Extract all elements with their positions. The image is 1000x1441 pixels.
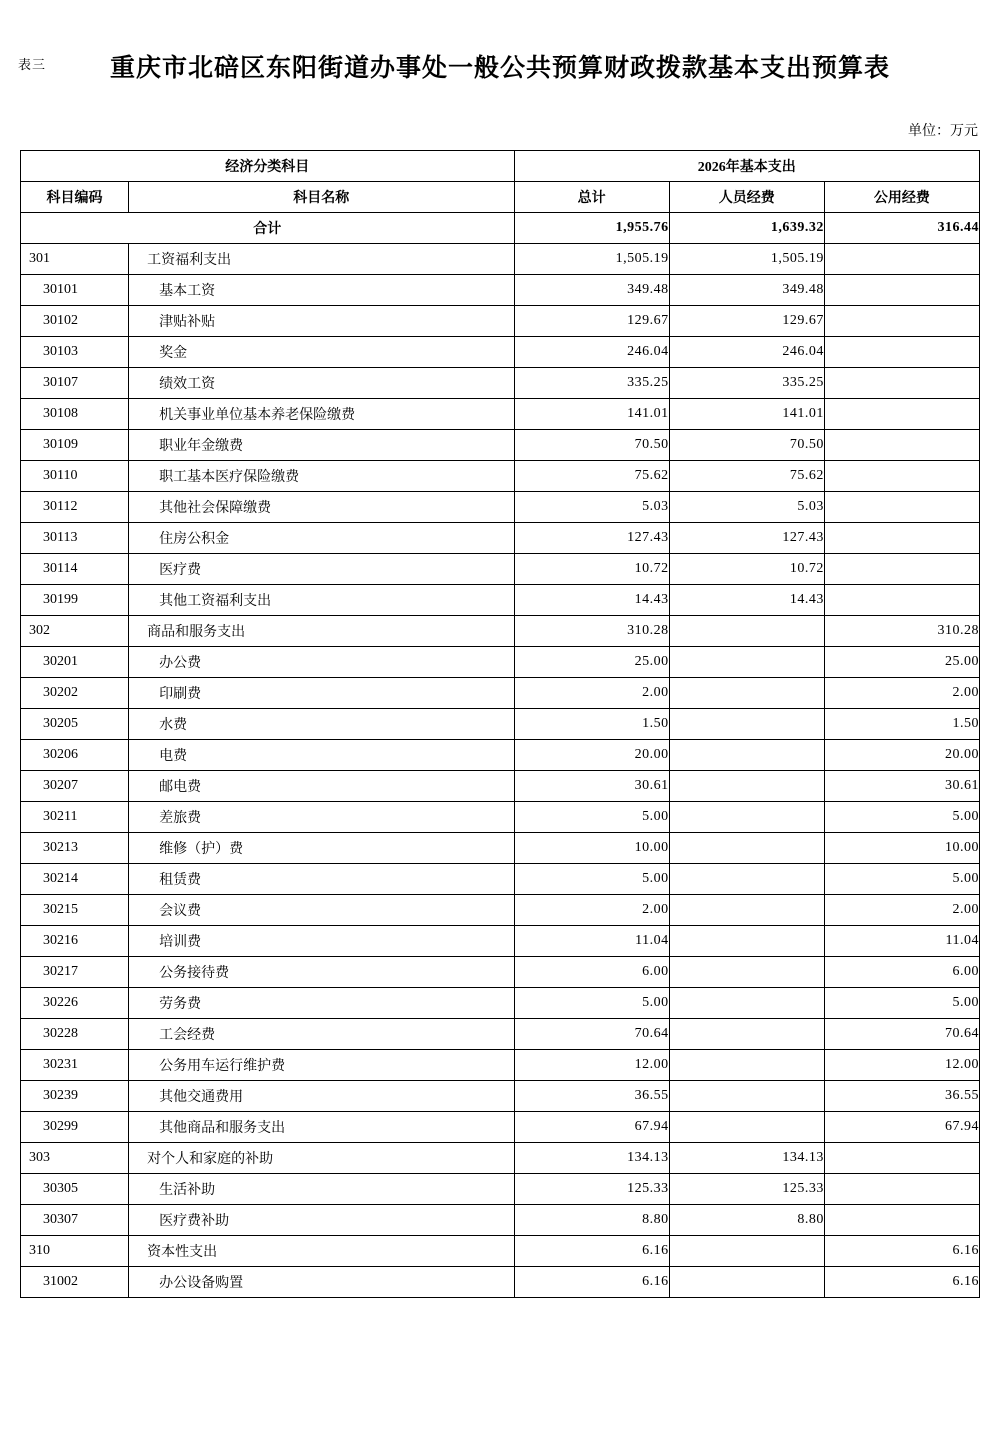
cell-total: 141.01 <box>514 399 669 430</box>
cell-personnel <box>669 616 824 647</box>
cell-code: 30113 <box>21 523 129 554</box>
cell-personnel <box>669 864 824 895</box>
cell-public <box>824 399 979 430</box>
cell-total: 12.00 <box>514 1050 669 1081</box>
cell-name: 劳务费 <box>129 988 514 1019</box>
cell-total: 134.13 <box>514 1143 669 1174</box>
table-row <box>21 1267 980 1298</box>
table-row <box>21 368 980 399</box>
table-row <box>21 802 980 833</box>
cell-public: 6.16 <box>824 1236 979 1267</box>
cell-public <box>824 523 979 554</box>
cell-total: 6.16 <box>514 1267 669 1298</box>
cell-code: 30206 <box>21 740 129 771</box>
cell-total: 36.55 <box>514 1081 669 1112</box>
table-row <box>21 554 980 585</box>
table-row <box>21 1019 980 1050</box>
cell-personnel: 335.25 <box>669 368 824 399</box>
table-row <box>21 492 980 523</box>
table-row <box>21 399 980 430</box>
cell-personnel <box>669 1267 824 1298</box>
cell-total: 20.00 <box>514 740 669 771</box>
cell-name: 工会经费 <box>129 1019 514 1050</box>
cell-name: 住房公积金 <box>129 523 514 554</box>
cell-name: 差旅费 <box>129 802 514 833</box>
table-row <box>21 957 980 988</box>
cell-public <box>824 1205 979 1236</box>
cell-public: 5.00 <box>824 864 979 895</box>
cell-personnel <box>669 926 824 957</box>
table-row <box>21 275 980 306</box>
cell-total: 14.43 <box>514 585 669 616</box>
cell-public <box>824 1174 979 1205</box>
cell-personnel <box>669 802 824 833</box>
cell-public: 20.00 <box>824 740 979 771</box>
cell-code: 30205 <box>21 709 129 740</box>
table-row <box>21 1236 980 1267</box>
cell-code: 30307 <box>21 1205 129 1236</box>
cell-personnel: 70.50 <box>669 430 824 461</box>
cell-code: 30110 <box>21 461 129 492</box>
cell-personnel: 141.01 <box>669 399 824 430</box>
cell-public <box>824 1143 979 1174</box>
cell-total: 10.00 <box>514 833 669 864</box>
cell-code: 31002 <box>21 1267 129 1298</box>
cell-public <box>824 275 979 306</box>
cell-name: 维修（护）费 <box>129 833 514 864</box>
cell-public: 310.28 <box>824 616 979 647</box>
cell-public: 70.64 <box>824 1019 979 1050</box>
column-header-total: 总计 <box>514 182 669 213</box>
cell-total: 10.72 <box>514 554 669 585</box>
table-row <box>21 864 980 895</box>
cell-name: 对个人和家庭的补助 <box>129 1143 514 1174</box>
column-header-public: 公用经费 <box>824 182 979 213</box>
cell-name: 办公设备购置 <box>129 1267 514 1298</box>
column-header-code: 科目编码 <box>21 182 129 213</box>
cell-public <box>824 554 979 585</box>
cell-total: 8.80 <box>514 1205 669 1236</box>
document-page <box>0 48 1000 1441</box>
table-row <box>21 988 980 1019</box>
cell-code: 30103 <box>21 337 129 368</box>
cell-total: 127.43 <box>514 523 669 554</box>
cell-total: 70.64 <box>514 1019 669 1050</box>
cell-personnel: 127.43 <box>669 523 824 554</box>
cell-total: 70.50 <box>514 430 669 461</box>
cell-public <box>824 244 979 275</box>
cell-name: 印刷费 <box>129 678 514 709</box>
cell-personnel <box>669 1019 824 1050</box>
cell-public: 5.00 <box>824 988 979 1019</box>
total-label: 合计 <box>21 213 515 244</box>
cell-name: 公务接待费 <box>129 957 514 988</box>
cell-public <box>824 306 979 337</box>
cell-name: 机关事业单位基本养老保险缴费 <box>129 399 514 430</box>
cell-public: 11.04 <box>824 926 979 957</box>
table-row <box>21 647 980 678</box>
table-row <box>21 926 980 957</box>
cell-personnel <box>669 988 824 1019</box>
cell-total: 246.04 <box>514 337 669 368</box>
cell-total: 1.50 <box>514 709 669 740</box>
cell-personnel: 75.62 <box>669 461 824 492</box>
table-row-total <box>21 213 980 244</box>
cell-code: 30109 <box>21 430 129 461</box>
table-row <box>21 337 980 368</box>
cell-public <box>824 368 979 399</box>
cell-personnel: 246.04 <box>669 337 824 368</box>
table-row <box>21 1143 980 1174</box>
cell-personnel <box>669 895 824 926</box>
cell-personnel: 5.03 <box>669 492 824 523</box>
cell-code: 30112 <box>21 492 129 523</box>
cell-total: 67.94 <box>514 1112 669 1143</box>
cell-personnel <box>669 957 824 988</box>
cell-code: 30101 <box>21 275 129 306</box>
cell-code: 30102 <box>21 306 129 337</box>
cell-code: 310 <box>21 1236 129 1267</box>
cell-name: 会议费 <box>129 895 514 926</box>
cell-personnel <box>669 1112 824 1143</box>
cell-personnel: 1,505.19 <box>669 244 824 275</box>
cell-name: 邮电费 <box>129 771 514 802</box>
cell-name: 基本工资 <box>129 275 514 306</box>
total-value-public: 316.44 <box>824 213 979 244</box>
cell-personnel <box>669 833 824 864</box>
column-header-name: 科目名称 <box>129 182 514 213</box>
cell-public: 1.50 <box>824 709 979 740</box>
cell-code: 30239 <box>21 1081 129 1112</box>
cell-code: 30211 <box>21 802 129 833</box>
cell-name: 奖金 <box>129 337 514 368</box>
cell-public: 6.00 <box>824 957 979 988</box>
cell-code: 30107 <box>21 368 129 399</box>
cell-personnel: 125.33 <box>669 1174 824 1205</box>
cell-name: 医疗费 <box>129 554 514 585</box>
cell-public: 30.61 <box>824 771 979 802</box>
cell-total: 11.04 <box>514 926 669 957</box>
cell-total: 2.00 <box>514 895 669 926</box>
cell-code: 30226 <box>21 988 129 1019</box>
cell-name: 公务用车运行维护费 <box>129 1050 514 1081</box>
table-row <box>21 244 980 275</box>
cell-public: 25.00 <box>824 647 979 678</box>
cell-code: 30213 <box>21 833 129 864</box>
cell-name: 职业年金缴费 <box>129 430 514 461</box>
cell-name: 培训费 <box>129 926 514 957</box>
cell-code: 30231 <box>21 1050 129 1081</box>
table-row <box>21 430 980 461</box>
cell-name: 其他工资福利支出 <box>129 585 514 616</box>
header-group-year: 2026年基本支出 <box>514 151 980 182</box>
cell-code: 30299 <box>21 1112 129 1143</box>
cell-name: 资本性支出 <box>129 1236 514 1267</box>
table-row <box>21 771 980 802</box>
cell-code: 30202 <box>21 678 129 709</box>
cell-name: 租赁费 <box>129 864 514 895</box>
cell-total: 2.00 <box>514 678 669 709</box>
cell-name: 绩效工资 <box>129 368 514 399</box>
table-body <box>21 213 980 1298</box>
cell-personnel <box>669 1050 824 1081</box>
cell-public: 67.94 <box>824 1112 979 1143</box>
cell-code: 30215 <box>21 895 129 926</box>
table-row <box>21 678 980 709</box>
cell-public: 36.55 <box>824 1081 979 1112</box>
cell-personnel <box>669 1236 824 1267</box>
cell-total: 129.67 <box>514 306 669 337</box>
cell-personnel: 134.13 <box>669 1143 824 1174</box>
cell-total: 349.48 <box>514 275 669 306</box>
cell-total: 5.00 <box>514 988 669 1019</box>
cell-public: 2.00 <box>824 895 979 926</box>
cell-code: 30207 <box>21 771 129 802</box>
cell-code: 30114 <box>21 554 129 585</box>
cell-name: 其他社会保障缴费 <box>129 492 514 523</box>
table-row <box>21 1050 980 1081</box>
cell-code: 30201 <box>21 647 129 678</box>
unit-note: 单位：万元 <box>908 124 978 139</box>
cell-personnel <box>669 771 824 802</box>
cell-personnel: 349.48 <box>669 275 824 306</box>
cell-total: 6.00 <box>514 957 669 988</box>
cell-total: 5.00 <box>514 802 669 833</box>
table-row <box>21 616 980 647</box>
cell-name: 职工基本医疗保险缴费 <box>129 461 514 492</box>
total-value-personnel: 1,639.32 <box>669 213 824 244</box>
cell-name: 办公费 <box>129 647 514 678</box>
table-row <box>21 709 980 740</box>
cell-public: 12.00 <box>824 1050 979 1081</box>
cell-name: 电费 <box>129 740 514 771</box>
cell-total: 125.33 <box>514 1174 669 1205</box>
cell-code: 30305 <box>21 1174 129 1205</box>
cell-total: 75.62 <box>514 461 669 492</box>
cell-total: 30.61 <box>514 771 669 802</box>
cell-personnel: 14.43 <box>669 585 824 616</box>
cell-personnel <box>669 1081 824 1112</box>
header-group-economic: 经济分类科目 <box>21 151 515 182</box>
table-row <box>21 1205 980 1236</box>
cell-total: 5.00 <box>514 864 669 895</box>
cell-public: 2.00 <box>824 678 979 709</box>
cell-code: 30228 <box>21 1019 129 1050</box>
cell-name: 水费 <box>129 709 514 740</box>
cell-code: 30108 <box>21 399 129 430</box>
cell-name: 其他商品和服务支出 <box>129 1112 514 1143</box>
cell-personnel: 10.72 <box>669 554 824 585</box>
cell-code: 30199 <box>21 585 129 616</box>
cell-public <box>824 492 979 523</box>
sheet-label: 表三 <box>18 57 47 72</box>
table-row <box>21 740 980 771</box>
cell-code: 303 <box>21 1143 129 1174</box>
table-row <box>21 585 980 616</box>
table-row <box>21 523 980 554</box>
cell-name: 生活补助 <box>129 1174 514 1205</box>
cell-personnel: 8.80 <box>669 1205 824 1236</box>
cell-public: 5.00 <box>824 802 979 833</box>
cell-personnel <box>669 647 824 678</box>
cell-public <box>824 337 979 368</box>
budget-table <box>20 150 980 1298</box>
cell-personnel <box>669 678 824 709</box>
cell-code: 30216 <box>21 926 129 957</box>
table-row <box>21 833 980 864</box>
cell-personnel: 129.67 <box>669 306 824 337</box>
cell-code: 30217 <box>21 957 129 988</box>
cell-name: 商品和服务支出 <box>129 616 514 647</box>
cell-total: 5.03 <box>514 492 669 523</box>
cell-name: 其他交通费用 <box>129 1081 514 1112</box>
table-row <box>21 306 980 337</box>
cell-total: 25.00 <box>514 647 669 678</box>
cell-name: 津贴补贴 <box>129 306 514 337</box>
cell-total: 1,505.19 <box>514 244 669 275</box>
table-row <box>21 1081 980 1112</box>
table-row <box>21 1112 980 1143</box>
cell-public: 6.16 <box>824 1267 979 1298</box>
cell-code: 30214 <box>21 864 129 895</box>
cell-total: 335.25 <box>514 368 669 399</box>
cell-name: 工资福利支出 <box>129 244 514 275</box>
cell-personnel <box>669 709 824 740</box>
total-value-total: 1,955.76 <box>514 213 669 244</box>
table-header <box>21 151 980 213</box>
cell-total: 6.16 <box>514 1236 669 1267</box>
cell-personnel <box>669 740 824 771</box>
cell-public: 10.00 <box>824 833 979 864</box>
column-header-personnel: 人员经费 <box>669 182 824 213</box>
cell-code: 302 <box>21 616 129 647</box>
cell-name: 医疗费补助 <box>129 1205 514 1236</box>
cell-public <box>824 585 979 616</box>
cell-public <box>824 430 979 461</box>
cell-total: 310.28 <box>514 616 669 647</box>
page-title: 重庆市北碚区东阳街道办事处一般公共预算财政拨款基本支出预算表 <box>109 55 890 82</box>
table-row <box>21 895 980 926</box>
cell-public <box>824 461 979 492</box>
table-row <box>21 461 980 492</box>
cell-code: 301 <box>21 244 129 275</box>
table-row <box>21 1174 980 1205</box>
